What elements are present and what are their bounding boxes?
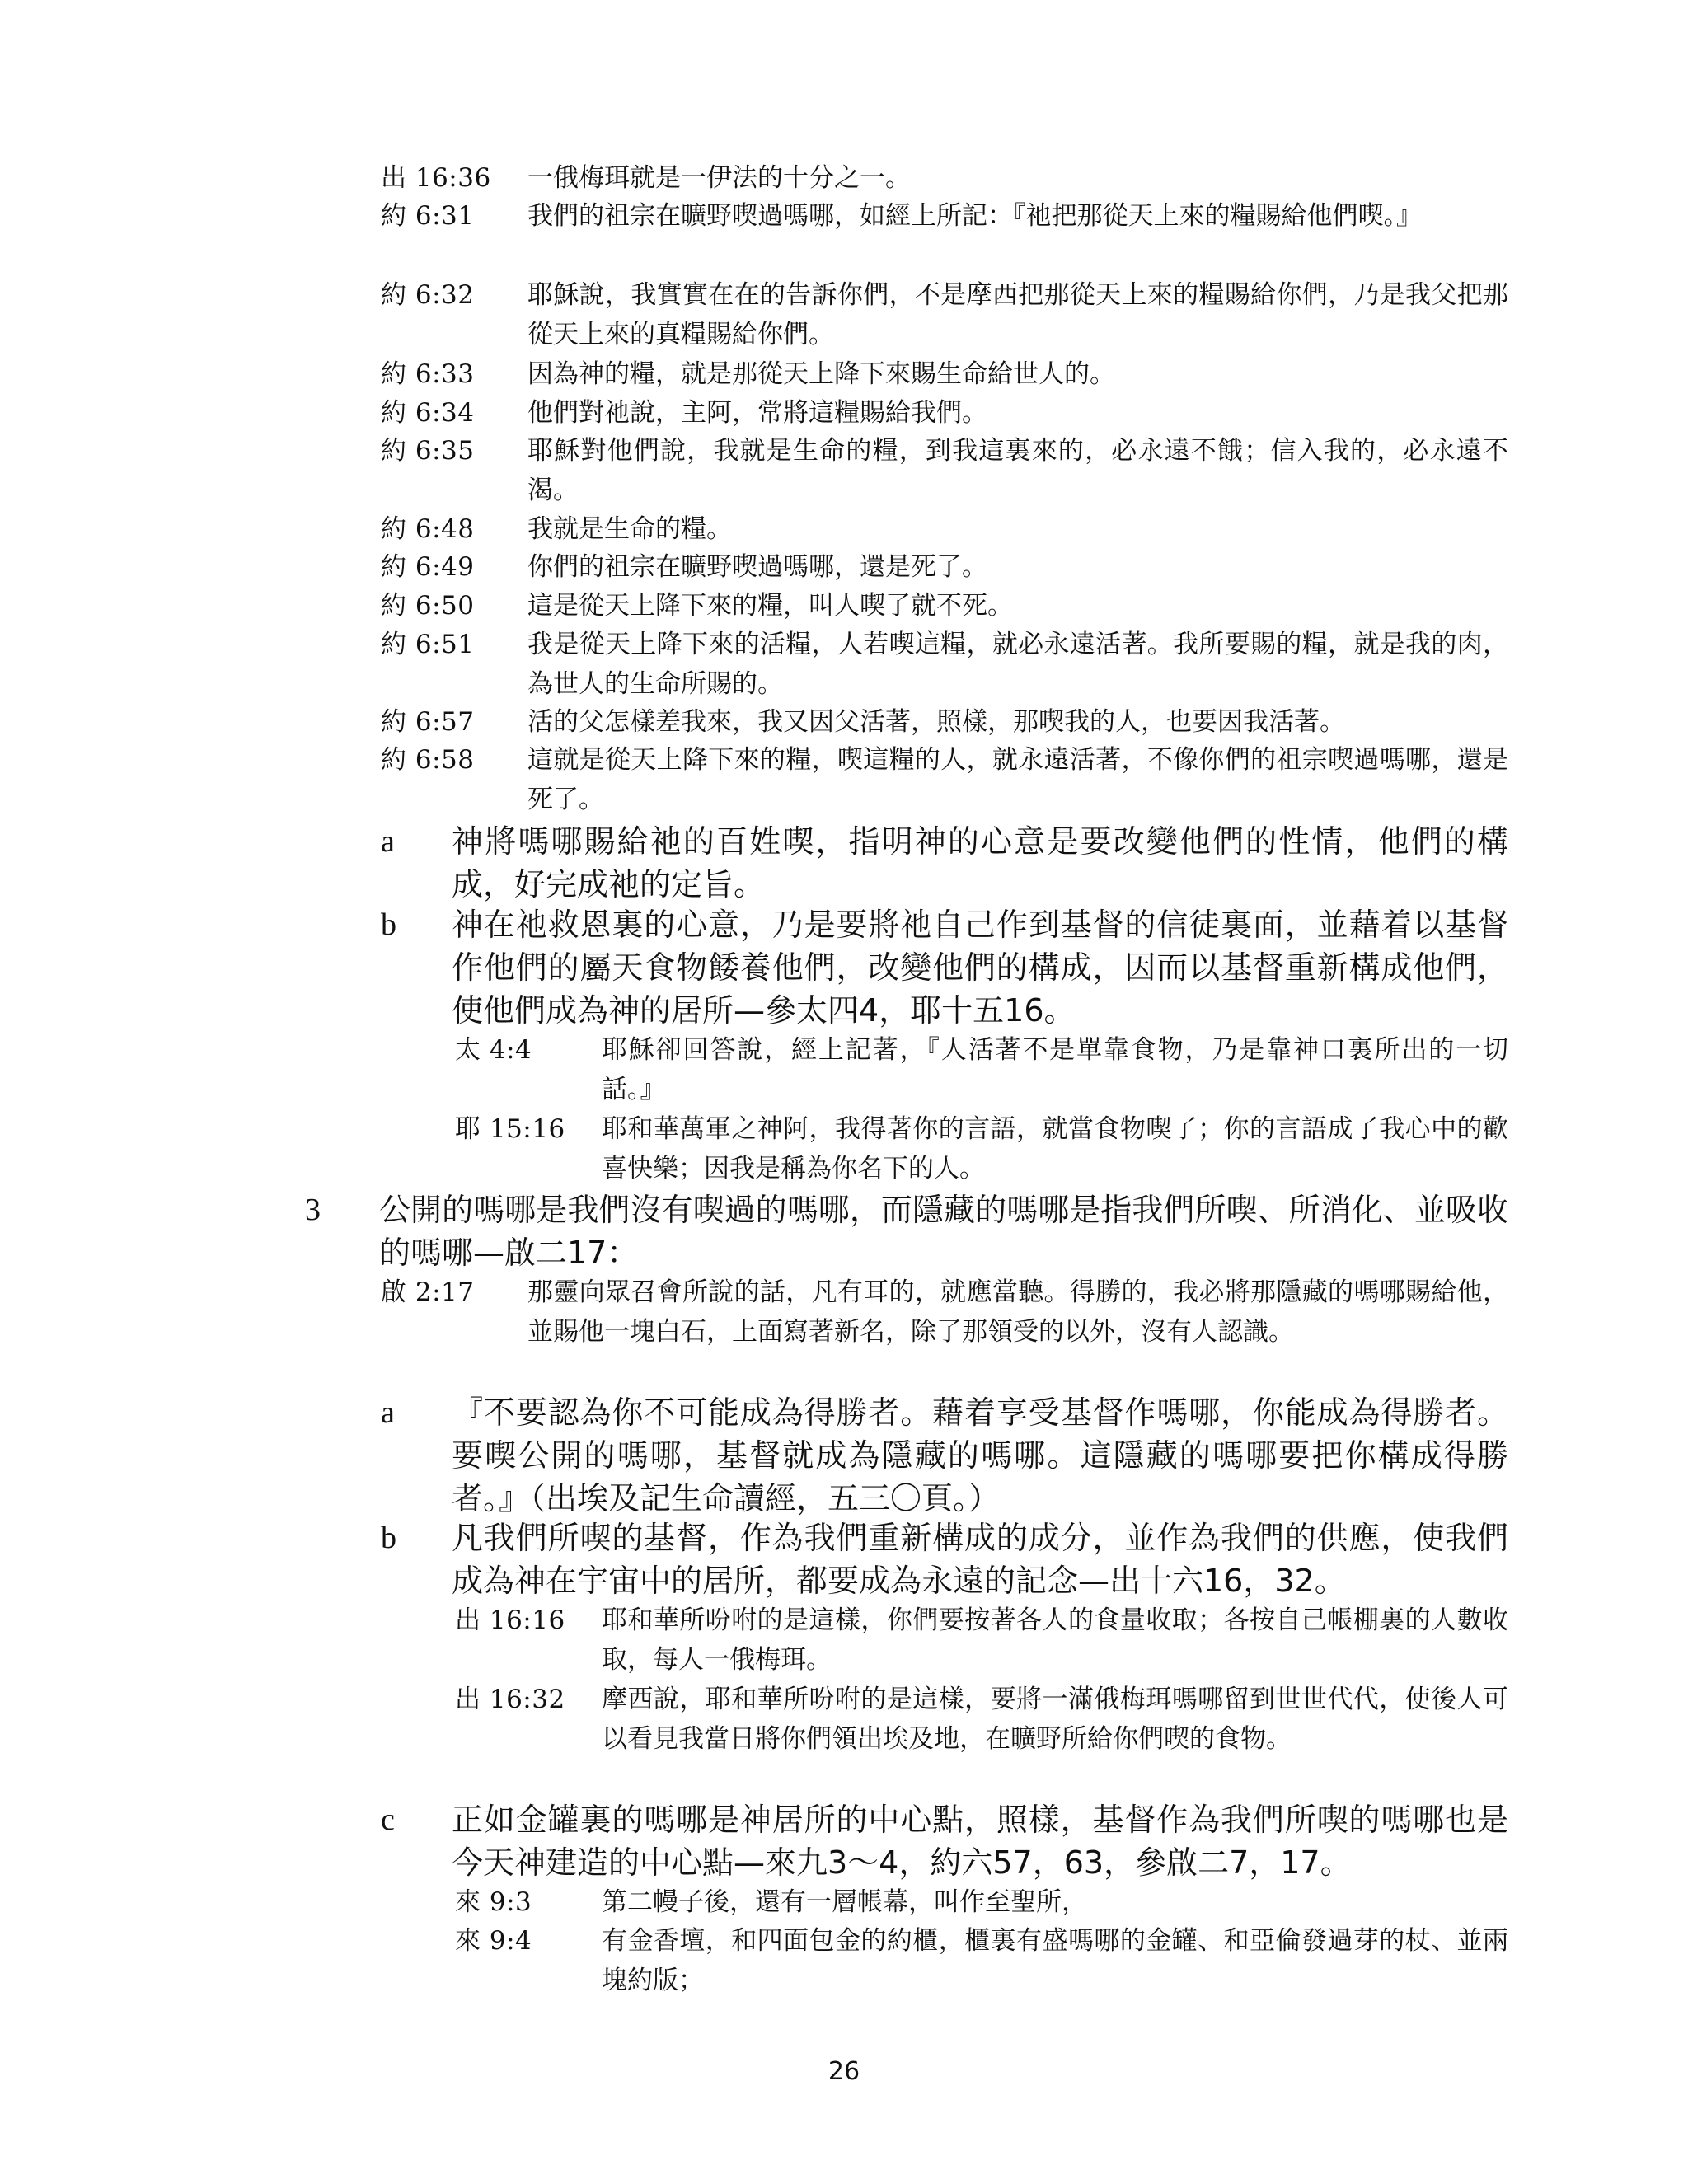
- verse-text: 因為神的糧，就是那從天上降下來賜生命給世人的。: [528, 359, 1115, 389]
- verse-text: 耶穌卻回答說，經上記著，『人活著不是單靠食物，乃是靠神口裏所出的一切話。』: [602, 1035, 1508, 1104]
- point-label: 3: [305, 1193, 321, 1227]
- verse-text: 這是從天上降下來的糧，叫人喫了就不死。: [528, 591, 1013, 621]
- verse-text: 我是從天上降下來的活糧，人若喫這糧，就必永遠活著。我所要賜的糧，就是我的肉，為世人的生命所賜的。: [528, 630, 1508, 699]
- verse-text: 第二幔子後，還有一層帳幕，叫作至聖所，: [602, 1887, 1087, 1917]
- verse-ref: 來 9:3: [455, 1887, 532, 1917]
- verse-ref: 出 16:32: [455, 1685, 565, 1714]
- verse-ref: 約 6:32: [381, 280, 475, 310]
- verse-text: 耶和華所吩咐的是這樣，你們要按著各人的食量收取；各按自己帳棚裏的人數收取，每人一俄梅珥。: [602, 1605, 1508, 1675]
- verse-ref: 約 6:51: [381, 630, 475, 659]
- verse-ref: 約 6:33: [381, 359, 475, 389]
- verse-text: 活的父怎樣差我來，我又因父活著，照樣，那喫我的人，也要因我活著。: [528, 707, 1345, 737]
- verse-ref: 來 9:4: [455, 1926, 532, 1956]
- point-text: 公開的嗎哪是我們沒有喫過的嗎哪，而隱藏的嗎哪是指我們所喫、所消化、並吸收的嗎哪—啟二17：: [379, 1192, 1508, 1271]
- verse-ref: 約 6:34: [381, 398, 475, 428]
- verse-text: 我們的祖宗在曠野喫過嗎哪，如經上所記：『祂把那從天上來的糧賜給他們喫。』: [528, 201, 1422, 231]
- verse-ref: 太 4:4: [455, 1035, 532, 1065]
- verse-ref: 出 16:16: [455, 1605, 565, 1635]
- verse-ref: 約 6:48: [381, 514, 475, 544]
- point-label: b: [381, 1521, 396, 1555]
- verse-text: 他們對祂說，主阿，常將這糧賜給我們。: [528, 398, 987, 428]
- point-text: 『不要認為你不可能成為得勝者。藉着享受基督作嗎哪，你能成為得勝者。要喫公開的嗎哪，基督就成為隱藏的嗎哪。這隱藏的嗎哪要把你構成得勝者。』（出埃及記生命讀經，五三〇頁。）: [452, 1394, 1508, 1516]
- point-label: a: [381, 1395, 395, 1430]
- point-text: 凡我們所喫的基督，作為我們重新構成的成分，並作為我們的供應，使我們成為神在宇宙中的居所，都要成為永遠的記念—出十六16，32。: [452, 1520, 1508, 1599]
- point-text: 神將嗎哪賜給祂的百姓喫，指明神的心意是要改變他們的性情，他們的構成，好完成祂的定旨。: [452, 823, 1508, 902]
- point-text: 正如金罐裏的嗎哪是神居所的中心點，照樣，基督作為我們所喫的嗎哪也是今天神建造的中心點—來九3～4，約六57，63，參啟二7，17。: [452, 1802, 1508, 1881]
- verse-ref: 啟 2:17: [381, 1277, 475, 1307]
- verse-ref: 約 6:49: [381, 552, 475, 582]
- verse-text: 那靈向眾召會所說的話，凡有耳的，就應當聽。得勝的，我必將那隱藏的嗎哪賜給他，並賜他一塊白石，上面寫著新名，除了那領受的以外，沒有人認識。: [528, 1277, 1508, 1347]
- verse-text: 耶穌說，我實實在在的告訴你們，不是摩西把那從天上來的糧賜給你們，乃是我父把那從天上來的真糧賜給你們。: [528, 280, 1508, 349]
- verse-ref: 約 6:50: [381, 591, 475, 621]
- point-label: a: [381, 824, 395, 859]
- verse-ref: 約 6:58: [381, 745, 475, 775]
- verse-ref: 約 6:31: [381, 201, 475, 231]
- verse-ref: 約 6:57: [381, 707, 475, 737]
- point-text: 神在祂救恩裏的心意，乃是要將祂自己作到基督的信徒裏面，並藉着以基督作他們的屬天食物餧養他們，改變他們的構成，因而以基督重新構成他們，使他們成為神的居所—參太四4，耶十五16。: [452, 907, 1508, 1029]
- verse-ref: 約 6:35: [381, 436, 475, 466]
- page-number: 26: [828, 2057, 860, 2086]
- verse-text: 耶和華萬軍之神阿，我得著你的言語，就當食物喫了；你的言語成了我心中的歡喜快樂；因我是稱為你名下的人。: [602, 1114, 1508, 1183]
- point-label: c: [381, 1802, 395, 1837]
- verse-text: 這就是從天上降下來的糧，喫這糧的人，就永遠活著，不像你們的祖宗喫過嗎哪，還是死了。: [528, 745, 1508, 814]
- verse-text: 有金香壇，和四面包金的約櫃，櫃裏有盛嗎哪的金罐、和亞倫發過芽的杖、並兩塊約版；: [602, 1926, 1508, 1995]
- verse-text: 耶穌對他們說，我就是生命的糧，到我這裏來的，必永遠不餓；信入我的，必永遠不渴。: [528, 436, 1508, 505]
- verse-text: 我就是生命的糧。: [528, 514, 732, 544]
- verse-text: 你們的祖宗在曠野喫過嗎哪，還是死了。: [528, 552, 987, 582]
- verse-ref: 出 16:36: [381, 163, 491, 193]
- verse-text: 一俄梅珥就是一伊法的十分之一。: [528, 163, 911, 193]
- point-label: b: [381, 907, 396, 942]
- verse-text: 摩西說，耶和華所吩咐的是這樣，要將一滿俄梅珥嗎哪留到世世代代，使後人可以看見我當日將你們領出埃及地，在曠野所給你們喫的食物。: [602, 1685, 1508, 1754]
- verse-ref: 耶 15:16: [455, 1114, 565, 1144]
